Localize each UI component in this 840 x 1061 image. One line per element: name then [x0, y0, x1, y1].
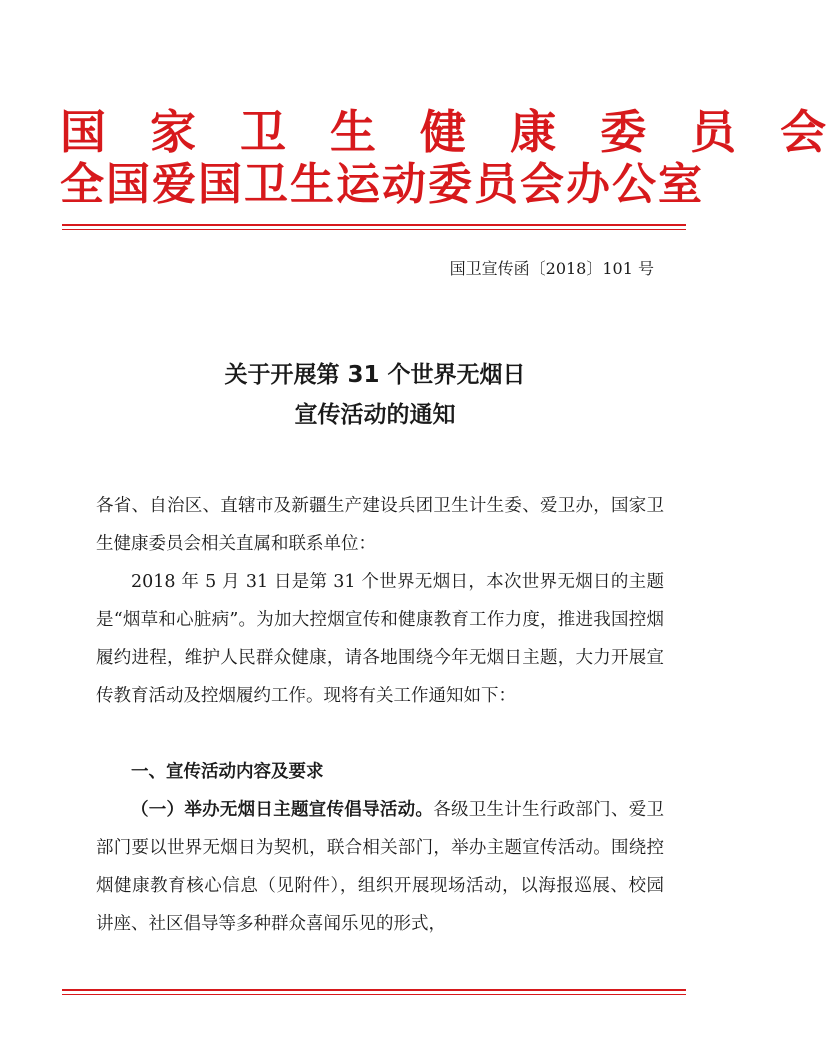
issuing-authority-1: 国 家 卫 生 健 康 委 员 会	[60, 105, 840, 159]
document-title-line1: 关于开展第 31 个世界无烟日	[224, 362, 526, 388]
header-red-rule-thin	[62, 229, 686, 230]
document-title-line2: 宣传活动的通知	[294, 402, 456, 428]
footer-red-rule-thick	[62, 989, 686, 991]
item-lead: （一）举办无烟日主题宣传倡导活动。	[131, 800, 434, 820]
body-paragraph: 2018 年 5 月 31 日是第 31 个世界无烟日，本次世界无烟日的主题是“烟草和心脏病”。为加大控烟宣传和健康教育工作力度，推进我国控烟履约进程，维护人民群众健康，请各地围绕今年无烟日主题，大力开展宣传教育活动及控烟履约工作。现将有关工作通知如下：	[96, 572, 664, 706]
document-number: 国卫宣传函〔2018〕101 号	[449, 259, 654, 278]
addressee: 各省、自治区、直辖市及新疆生产建设兵团卫生计生委、爱卫办，国家卫生健康委员会相关直属和联系单位：	[96, 496, 664, 554]
footer-red-rule-thin	[62, 994, 686, 995]
header-red-rule-thick	[62, 224, 686, 226]
item-text: 各级卫生计生行政部门、爱卫部门要以世界无烟日为契机，联合相关部门，举办主题宣传活动。围绕控烟健康教育核心信息（见附件），组织开展现场活动，以海报巡展、校园讲座、社区倡导等多种群众喜闻乐见的形式，	[96, 800, 665, 934]
section-heading: 一、宣传活动内容及要求	[131, 762, 324, 782]
issuing-authority-2: 全国爱国卫生运动委员会办公室	[60, 159, 704, 210]
body-paragraph-item1	[96, 791, 664, 943]
